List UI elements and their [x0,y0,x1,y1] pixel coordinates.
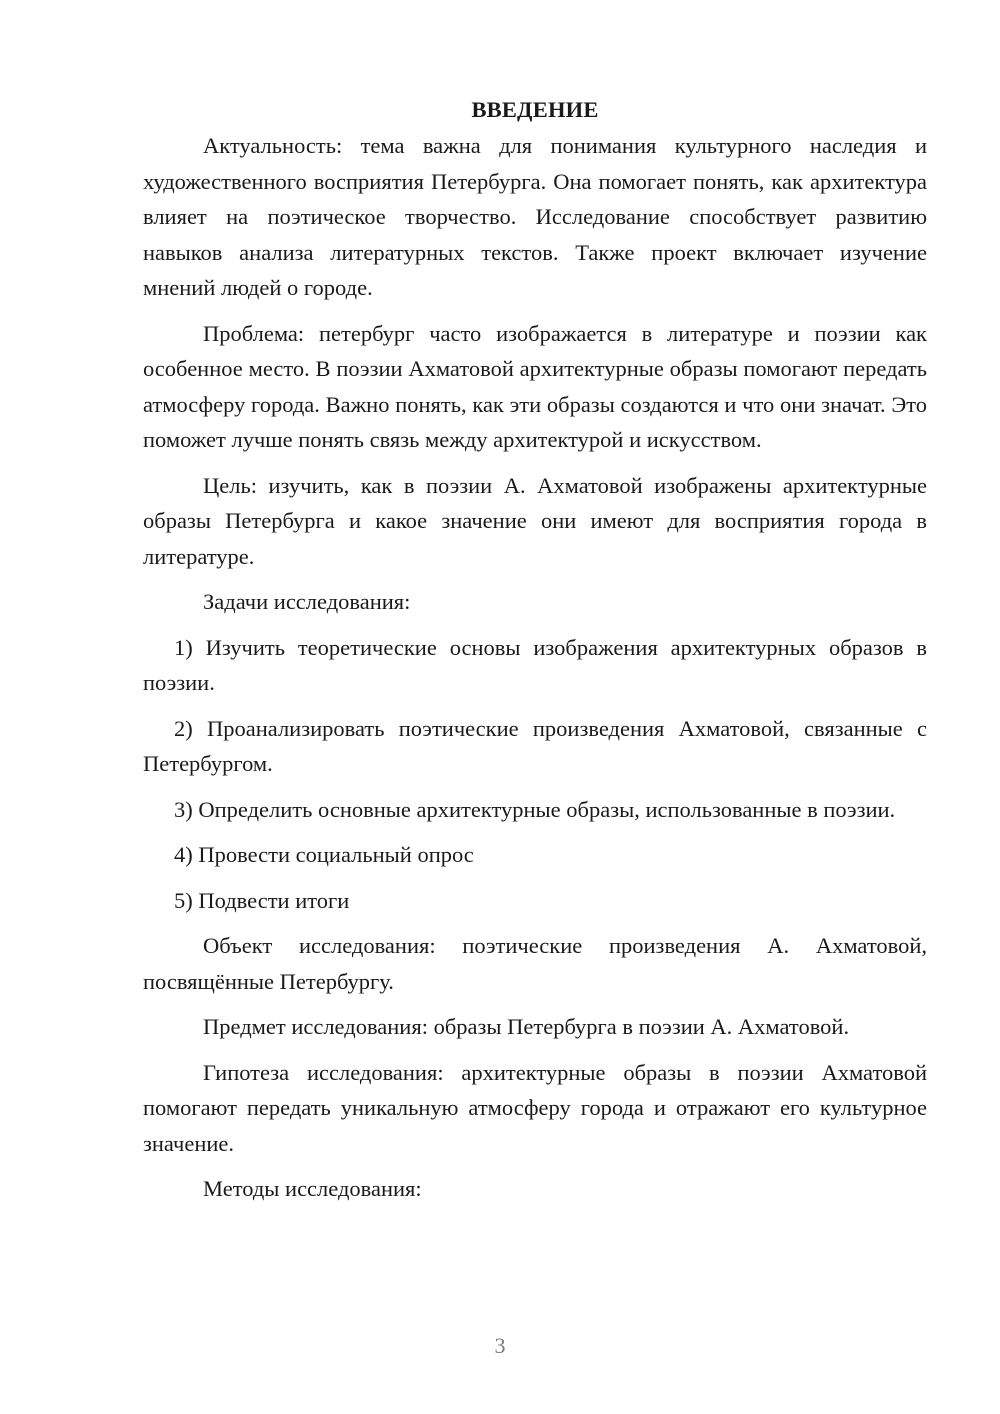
task-item: 5) Подвести итоги [174,887,350,913]
section-title: ВВЕДЕНИЕ [471,97,599,122]
goal-paragraph: Цель: изучить, как в поэзии А. Ахматовой изображены архитектурные образы Петербурга и какое значение они имеют для восприятия города в литературе. [143,472,927,569]
tasks-heading: Задачи исследования: [203,589,411,614]
methods-heading: Методы исследования: [203,1176,422,1201]
object-paragraph: Объект исследования: поэтические произведения А. Ахматовой, посвящённые Петербургу. [143,933,927,994]
task-item: 1) Изучить теоретические основы изображения архитектурных образов в поэзии. [143,634,927,695]
hypothesis-paragraph: Гипотеза исследования: архитектурные образы в поэзии Ахматовой помогают передать уникальную атмосферу города и отражают его культурное значение. [143,1059,927,1156]
relevance-paragraph: Актуальность: тема важна для понимания культурного наследия и художественного восприятия Петербурга. Она помогает понять, как архитектура влияет на поэтическое творчество. Исследование способствует развитию навыков анализа литературных текстов. Также проект включает изучение мнений людей о городе. [143,133,927,300]
task-item: 2) Проанализировать поэтические произведения Ахматовой, связанные с Петербургом. [143,715,927,776]
task-item: 4) Провести социальный опрос [174,842,474,867]
task-item: 3) Определить основные архитектурные образы, использованные в поэзии. [174,796,896,822]
page-content [143,95,927,1217]
problem-paragraph: Проблема: петербург часто изображается в литературе и поэзии как особенное место. В поэзии Ахматовой архитектурные образы помогают передать атмосферу города. Важно понять, как эти образы создаются и что они значат. Это поможет лучше понять связь между архитектурой и искусством. [143,320,927,452]
page-number: 3 [494,1333,506,1358]
subject-paragraph: Предмет исследования: образы Петербурга в поэзии А. Ахматовой. [203,1014,850,1039]
